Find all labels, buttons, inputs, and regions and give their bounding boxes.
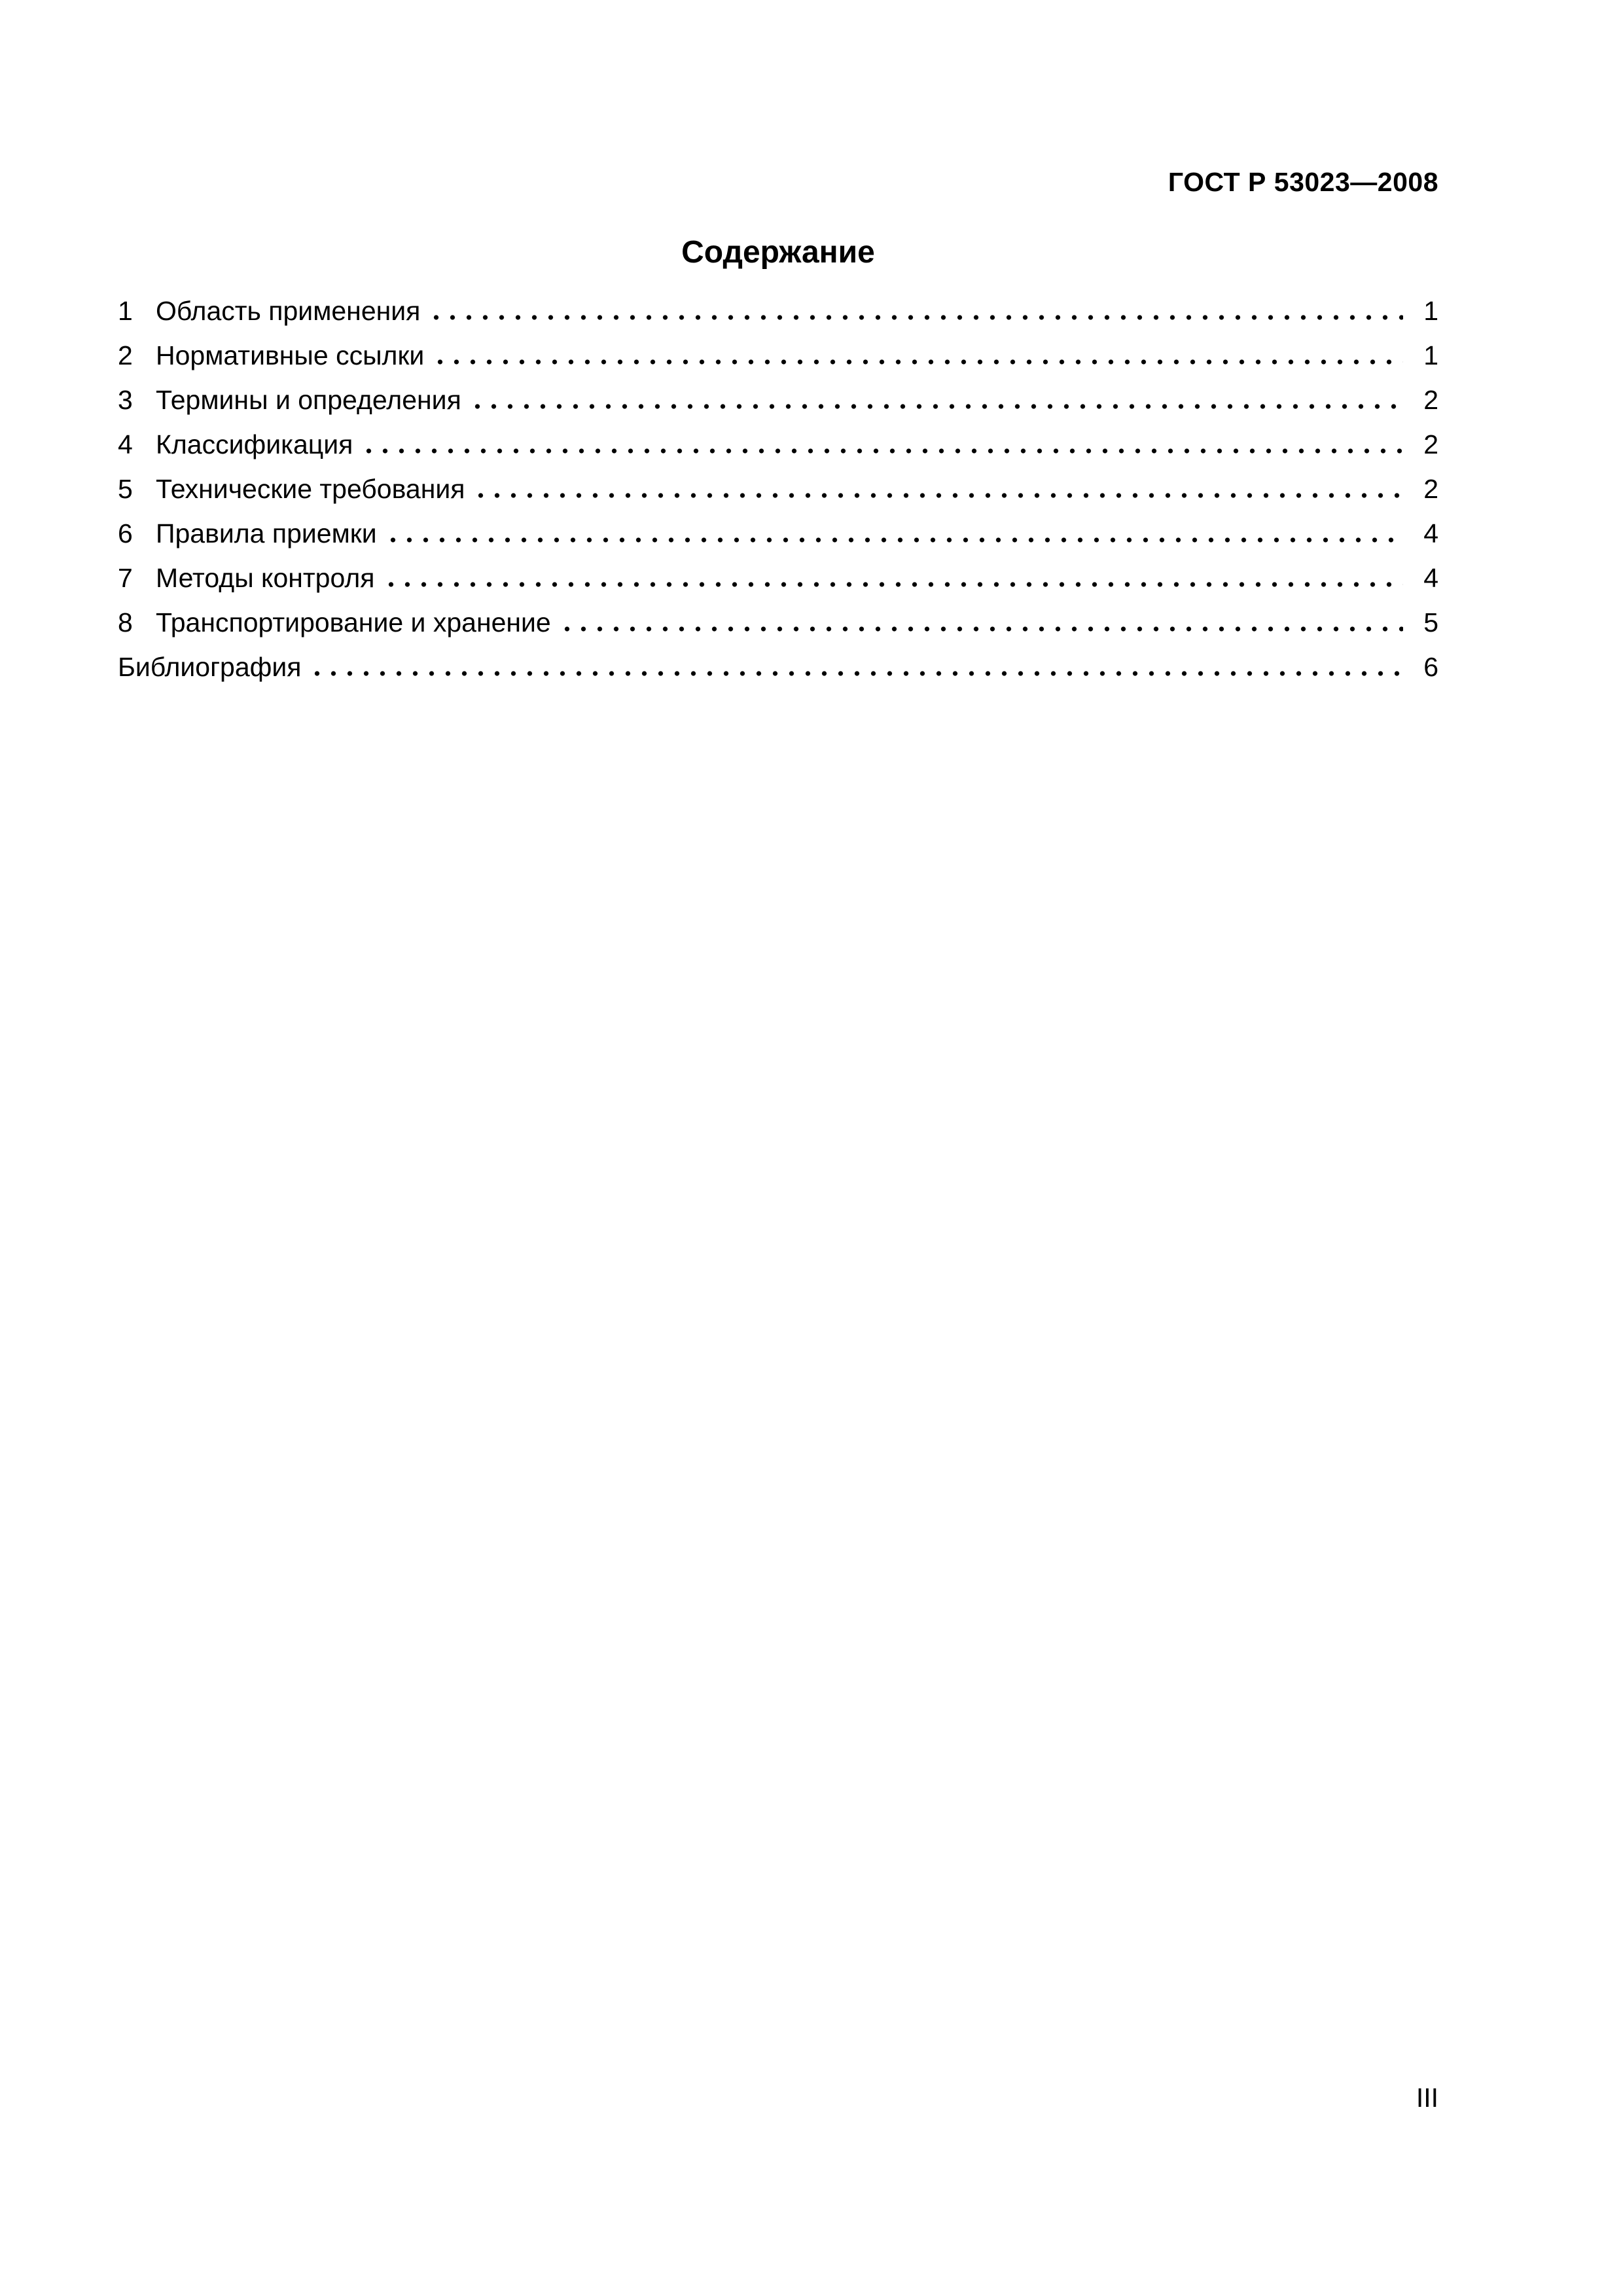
toc-entry-number: 6 (118, 518, 133, 548)
toc-entry-label: Методы контроля (156, 563, 375, 593)
toc-entry (118, 563, 1438, 607)
toc-entry-page: 4 (1423, 563, 1438, 593)
toc-entry (118, 385, 1438, 429)
toc-entry-number: 4 (118, 429, 133, 459)
toc-entry-page: 6 (1423, 652, 1438, 682)
dot-leader (309, 670, 1403, 677)
dot-leader (473, 492, 1403, 499)
toc-entry-page: 2 (1423, 474, 1438, 504)
dot-leader (361, 447, 1403, 455)
dot-leader (432, 358, 1403, 366)
dot-leader (428, 314, 1403, 321)
table-of-contents (118, 296, 1438, 696)
dot-leader (383, 581, 1403, 588)
toc-entry-label: Правила приемки (156, 518, 377, 548)
toc-entry-number: 5 (118, 474, 133, 504)
toc-entry (118, 429, 1438, 474)
toc-entry-page: 4 (1423, 518, 1438, 548)
toc-entry-label: Термины и определения (156, 385, 461, 415)
page-title: Содержание (681, 235, 875, 270)
dot-leader (469, 403, 1403, 410)
dot-leader (559, 625, 1403, 633)
toc-entry-label: Библиография (118, 652, 302, 682)
toc-entry-number: 8 (118, 607, 133, 637)
toc-entry-page: 2 (1423, 429, 1438, 459)
toc-entry-page: 1 (1423, 340, 1438, 370)
toc-entry-label: Транспортирование и хранение (156, 607, 551, 637)
toc-entry-number: 7 (118, 563, 133, 593)
toc-entry (118, 607, 1438, 652)
toc-entry-number: 3 (118, 385, 133, 415)
toc-entry (118, 518, 1438, 563)
toc-entry (118, 340, 1438, 385)
toc-entry-label: Область применения (156, 296, 421, 326)
toc-entry-page: 2 (1423, 385, 1438, 415)
toc-entry-number: 1 (118, 296, 133, 326)
toc-entry-page: 1 (1423, 296, 1438, 326)
toc-entry-label: Нормативные ссылки (156, 340, 425, 370)
dot-leader (385, 536, 1403, 544)
page-number: III (1416, 2083, 1438, 2113)
toc-entry-page: 5 (1423, 607, 1438, 637)
toc-entry-label: Технические требования (156, 474, 465, 504)
toc-entry-number: 2 (118, 340, 133, 370)
document-code: ГОСТ Р 53023—2008 (1168, 167, 1438, 197)
toc-entry-label: Классификация (156, 429, 353, 459)
toc-entry (118, 296, 1438, 340)
toc-entry (118, 474, 1438, 518)
toc-entry (118, 652, 1438, 696)
